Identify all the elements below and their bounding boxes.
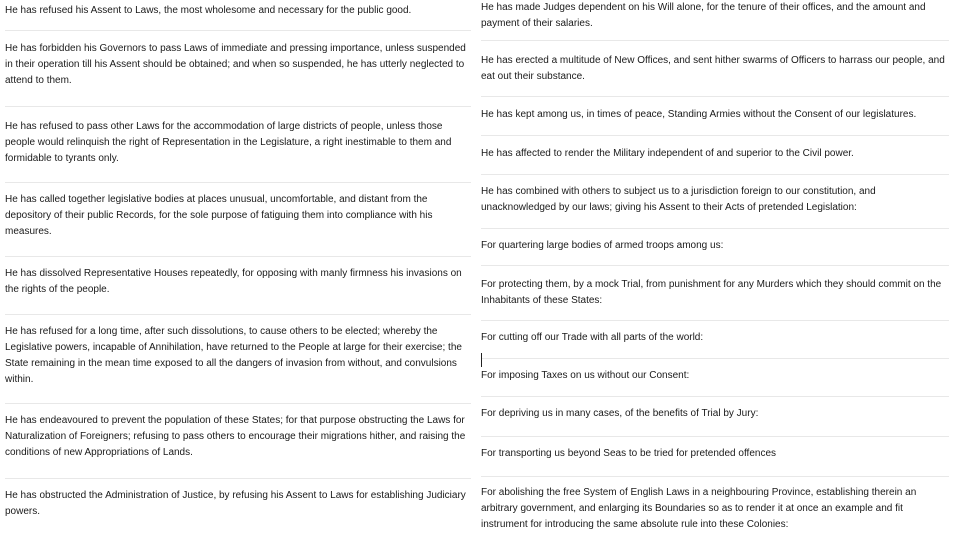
right-divider bbox=[481, 436, 949, 437]
left-paragraph-4: He has called together legislative bodies at places unusual, uncomfortable, and distant from the depository of their public Records, for the sole purpose of fatiguing them into compliance with his measures. bbox=[5, 194, 433, 237]
left-paragraph-3: He has refused to pass other Laws for the accommodation of large districts of people, unless those people would relinquish the right of Representation in the Legislature, a right inestimable to them and formidable to tyrants only. bbox=[5, 121, 452, 164]
right-paragraph-3: He has kept among us, in times of peace, Standing Armies without the Consent of our legislatures. bbox=[481, 109, 917, 120]
left-divider bbox=[5, 403, 471, 404]
right-divider bbox=[481, 174, 949, 175]
right-paragraph-2: He has erected a multitude of New Offices, and sent hither swarms of Officers to harrass our people, and eat out their substance. bbox=[481, 55, 945, 82]
text-cursor[interactable] bbox=[481, 353, 482, 367]
left-divider bbox=[5, 182, 471, 183]
right-divider bbox=[481, 96, 949, 97]
right-paragraph-11: For transporting us beyond Seas to be tried for pretended offences bbox=[481, 448, 776, 459]
right-divider bbox=[481, 476, 949, 477]
right-divider bbox=[481, 396, 949, 397]
right-paragraph-1: He has made Judges dependent on his Will alone, for the tenure of their offices, and the amount and payment of their salaries. bbox=[481, 2, 926, 29]
right-paragraph-4: He has affected to render the Military independent of and superior to the Civil power. bbox=[481, 148, 854, 159]
left-paragraph-6: He has refused for a long time, after such dissolutions, to cause others to be elected; whereby the Legislative powers, incapable of Annihilation, have returned to the People at large for their exercise; the State remaining in the mean time exposed to all the dangers of invasion from without, and convulsions within. bbox=[5, 326, 462, 385]
right-paragraph-6: For quartering large bodies of armed troops among us: bbox=[481, 240, 724, 251]
left-paragraph-2: He has forbidden his Governors to pass Laws of immediate and pressing importance, unless suspended in their operation till his Assent should be obtained; and when so suspended, he has utterly neglected to attend to them. bbox=[5, 43, 466, 86]
left-paragraph-5: He has dissolved Representative Houses repeatedly, for opposing with manly firmness his invasions on the rights of the people. bbox=[5, 268, 462, 295]
left-paragraph-1: He has refused his Assent to Laws, the most wholesome and necessary for the public good. bbox=[5, 5, 412, 16]
right-divider bbox=[481, 320, 949, 321]
right-divider bbox=[481, 228, 949, 229]
left-divider bbox=[5, 256, 471, 257]
left-divider bbox=[5, 478, 471, 479]
left-divider bbox=[5, 30, 471, 31]
right-paragraph-12: For abolishing the free System of English Laws in a neighbouring Province, establishing therein an arbitrary government, and enlarging its Boundaries so as to render it at once an example and fit instrument for introducing the same absolute rule into these Colonies: bbox=[481, 487, 917, 530]
left-divider bbox=[5, 314, 471, 315]
right-divider bbox=[481, 40, 949, 41]
right-divider bbox=[481, 265, 949, 266]
right-paragraph-10: For depriving us in many cases, of the benefits of Trial by Jury: bbox=[481, 408, 759, 419]
left-paragraph-8: He has obstructed the Administration of Justice, by refusing his Assent to Laws for establishing Judiciary powers. bbox=[5, 490, 466, 517]
left-divider bbox=[5, 106, 471, 107]
left-paragraph-7: He has endeavoured to prevent the population of these States; for that purpose obstructing the Laws for Naturalization of Foreigners; refusing to pass others to encourage their migrations hither, and raising the conditions of new Appropriations of Lands. bbox=[5, 415, 466, 458]
right-paragraph-9: For imposing Taxes on us without our Consent: bbox=[481, 370, 690, 381]
right-divider bbox=[481, 135, 949, 136]
right-paragraph-8: For cutting off our Trade with all parts of the world: bbox=[481, 332, 704, 343]
right-divider bbox=[481, 358, 949, 359]
right-paragraph-7: For protecting them, by a mock Trial, from punishment for any Murders which they should commit on the Inhabitants of these States: bbox=[481, 279, 942, 306]
right-paragraph-5: He has combined with others to subject us to a jurisdiction foreign to our constitution, and unacknowledged by our laws; giving his Assent to their Acts of pretended Legislation: bbox=[481, 186, 876, 213]
